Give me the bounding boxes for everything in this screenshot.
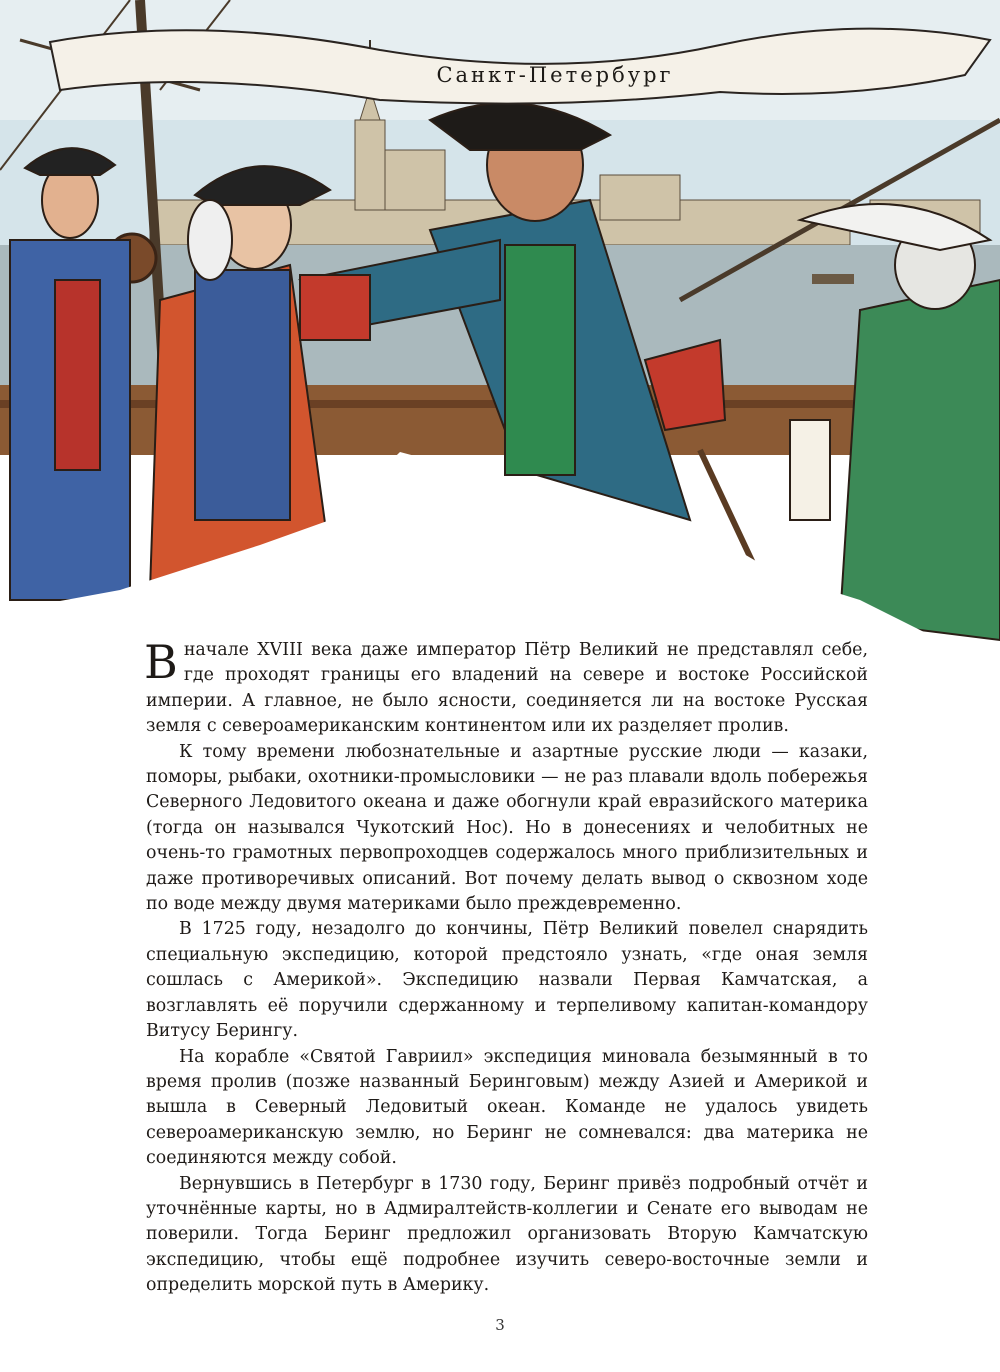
article-body	[144, 635, 868, 1299]
banner-title: Санкт-Петербург	[436, 63, 674, 87]
paragraph-4: На корабле «Святой Гавриил» экспедиция миновала безымянный в то время пролив (позже названный Беринговым) между Азией и Америкой и вышла в Северный Ледовитый океан. Команде не удалось увидеть североамериканскую землю, но Беринг не сомневался: два материка не соединяются между собой.	[146, 1046, 868, 1169]
paragraph-1	[144, 635, 868, 740]
paragraph-3: В 1725 году, незадолго до кончины, Пётр Великий повелел снарядить специальную экспедицию, которой предстояло узнать, «где оная земля сошлась с Америкой». Экспедицию назвали Первая Камчатская, а возглавлять её поручили сдержанному и терпеливому капитан-командору Витусу Берингу.	[146, 919, 868, 1042]
drop-cap: В	[144, 635, 178, 689]
illustration	[0, 0, 1000, 660]
page-number: 3	[495, 1316, 505, 1334]
paragraph-1-text: начале XVIII века даже император Пётр Великий не представлял себе, где проходят границы его владений на севере и востоке Российской империи. А главное, не было ясности, соединяется ли на востоке Русская земля с североамериканским континентом или их разделяет пролив.	[146, 640, 868, 737]
paragraph-2: К тому времени любознательные и азартные русские люди — казаки, поморы, рыбаки, охотники-промысловики — не раз плавали вдоль побережья Северного Ледовитого океана и даже обогнули край евразийского материка (тогда он назывался Чукотский Нос). Но в донесениях и челобитных не очень-то грамотных первопроходцев содержалось много приблизительных и даже противоречивых описаний. Вот почему делать вывод о сквозном ходе по воде между двумя материками было преждевременно.	[146, 741, 868, 915]
paragraph-5: Вернувшись в Петербург в 1730 году, Беринг привёз подробный отчёт и уточнённые карты, но в Адмиралтейств-коллегии и Сенате его выводам не поверили. Тогда Беринг предложил организовать Вторую Камчатскую экспедицию, чтобы ещё подробнее изучить северо-восточные земли и определить морской путь в Америку.	[146, 1173, 868, 1296]
